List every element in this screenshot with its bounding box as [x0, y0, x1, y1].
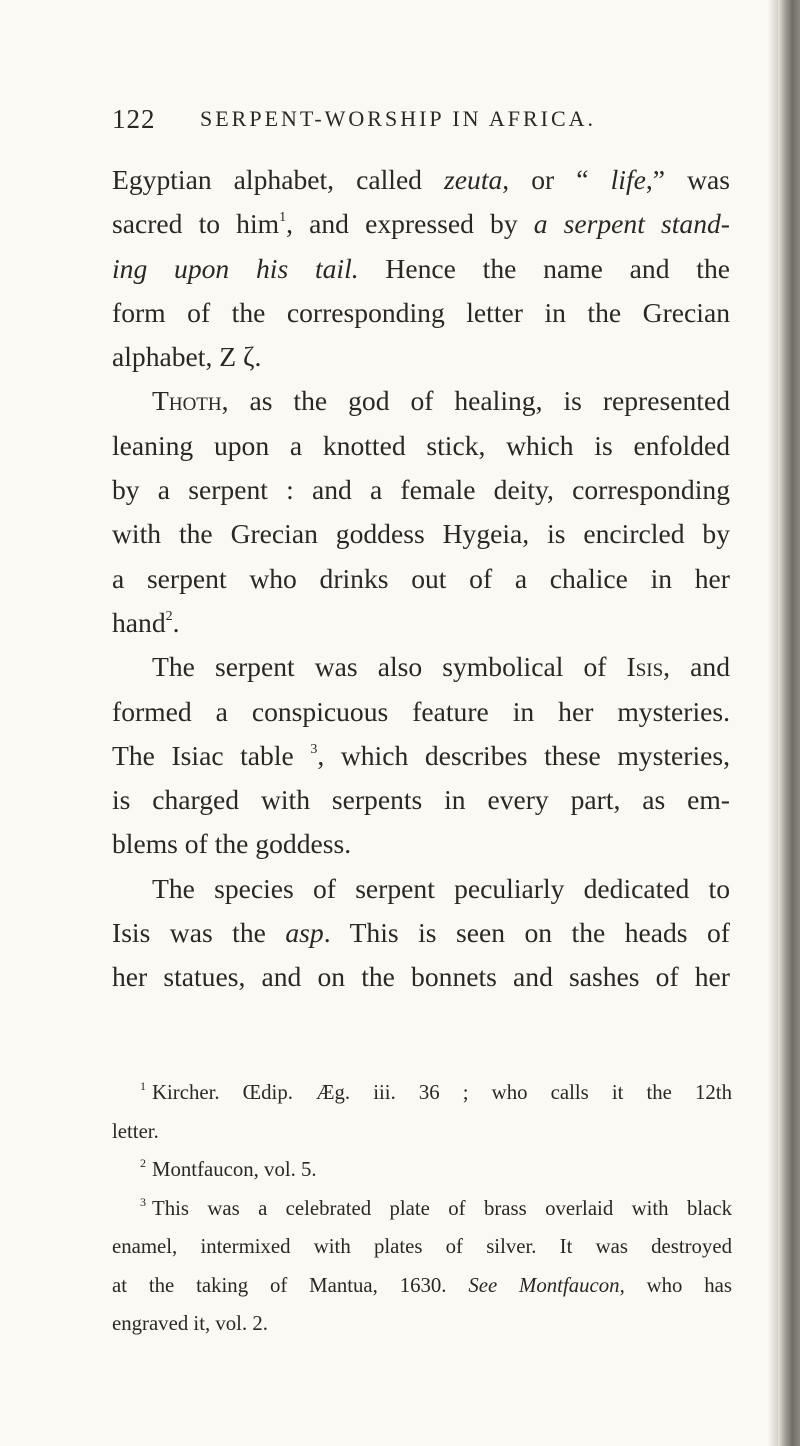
- text-line: The species of serpent peculiarly dedicated to: [152, 872, 730, 904]
- italic-life: life: [610, 164, 646, 195]
- text-run: Kircher. Œdip. Æg. iii. 36 ; who calls it the 12th: [152, 1081, 732, 1104]
- text-run: , and expressed by: [286, 208, 534, 240]
- running-head: SERPENT-WORSHIP IN AFRICA.: [200, 106, 597, 131]
- text-line: [112, 645, 730, 689]
- text-line: alphabet, Z ζ.: [112, 341, 262, 373]
- footnote-ref-1[interactable]: 1: [279, 210, 287, 226]
- footnote-ref-3[interactable]: 3: [310, 741, 318, 757]
- footnote-line: [112, 1190, 732, 1229]
- text-line: form of the corresponding letter in the Grecian: [112, 296, 730, 328]
- paragraph-1: [112, 158, 730, 379]
- text-line: blems of the goddess.: [112, 828, 352, 860]
- text-run: , as the god of healing, is represented: [221, 385, 730, 417]
- footnote-3: [112, 1190, 732, 1344]
- text-line: [112, 158, 730, 202]
- paragraph-2: [112, 379, 730, 645]
- italic-see-montfaucon: See Montfaucon: [468, 1273, 620, 1297]
- text-line: [112, 247, 730, 291]
- footnote-1: [112, 1074, 732, 1151]
- text-run: , or “: [502, 164, 611, 195]
- text-line: is charged with serpents in every part, as em-: [112, 784, 730, 816]
- footnote-line: [112, 1151, 732, 1190]
- italic-asp: asp: [285, 917, 324, 949]
- text-run: The serpent was also symbolical of: [152, 651, 627, 683]
- footnote-line: letter.: [112, 1119, 159, 1143]
- footnote-marker: 1: [140, 1079, 146, 1093]
- text-line: [112, 911, 730, 955]
- text-run: This was a celebrated plate of brass overlaid with black: [152, 1196, 732, 1220]
- footnote-line: [112, 1074, 732, 1113]
- footnote-marker: 2: [140, 1156, 146, 1170]
- small-caps-isis: Isis: [626, 651, 664, 683]
- text-run: , and: [663, 651, 730, 683]
- text-line: [112, 379, 730, 423]
- italic-zeuta: zeuta: [444, 164, 503, 195]
- page-gutter-shadow: [768, 0, 778, 1446]
- text-line: a serpent who drinks out of a chalice in her: [112, 562, 730, 594]
- small-caps-thoth: Thoth: [152, 385, 222, 417]
- page-edge: [778, 0, 800, 1446]
- text-line: formed a conspicuous feature in her mysteries.: [112, 695, 730, 727]
- text-run: hand: [112, 606, 166, 638]
- text-run: Hence the name and the: [358, 252, 730, 284]
- footnote-line: engraved it, vol. 2.: [112, 1312, 268, 1335]
- text-run: Montfaucon, vol. 5.: [152, 1158, 317, 1181]
- text-run: , which describes these mysteries,: [317, 739, 730, 771]
- text-line: by a serpent : and a female deity, corresponding: [112, 474, 730, 506]
- footnote-2: [112, 1151, 732, 1190]
- text-run: . This is seen on the heads of: [323, 917, 730, 949]
- text-run: Isis was the: [112, 917, 286, 949]
- text-line: leaning upon a knotted stick, which is enfolded: [112, 429, 730, 461]
- footnote-ref-2[interactable]: 2: [165, 608, 173, 624]
- body-text: [112, 158, 730, 1000]
- footnote-marker: 3: [140, 1194, 146, 1209]
- text-line: [112, 734, 730, 778]
- footnote-line: enamel, intermixed with plates of silver. It was destroyed: [112, 1235, 732, 1258]
- text-run: at the taking of Mantua, 1630.: [112, 1273, 469, 1297]
- footnotes: [112, 1074, 732, 1344]
- text-line: [112, 601, 730, 645]
- text-line: [112, 202, 730, 246]
- italic-phrase: a serpent stand-: [533, 208, 730, 240]
- italic-phrase: ing upon his tail.: [112, 252, 359, 284]
- page-number: 122: [112, 104, 156, 134]
- text-run: sacred to him: [112, 208, 280, 240]
- text-line: with the Grecian goddess Hygeia, is encircled by: [112, 518, 730, 550]
- paragraph-3: [112, 645, 730, 866]
- text-run: Egyptian alphabet, called: [112, 164, 445, 195]
- text-run: , who has: [619, 1273, 733, 1297]
- paragraph-4: [112, 867, 730, 1000]
- footnote-line: [112, 1267, 732, 1306]
- text-run: The Isiac table: [112, 739, 311, 771]
- text-run: ,” was: [645, 164, 730, 195]
- text-run: .: [172, 606, 180, 638]
- page-header: [112, 104, 732, 144]
- text-line: her statues, and on the bonnets and sashes of her: [112, 961, 730, 993]
